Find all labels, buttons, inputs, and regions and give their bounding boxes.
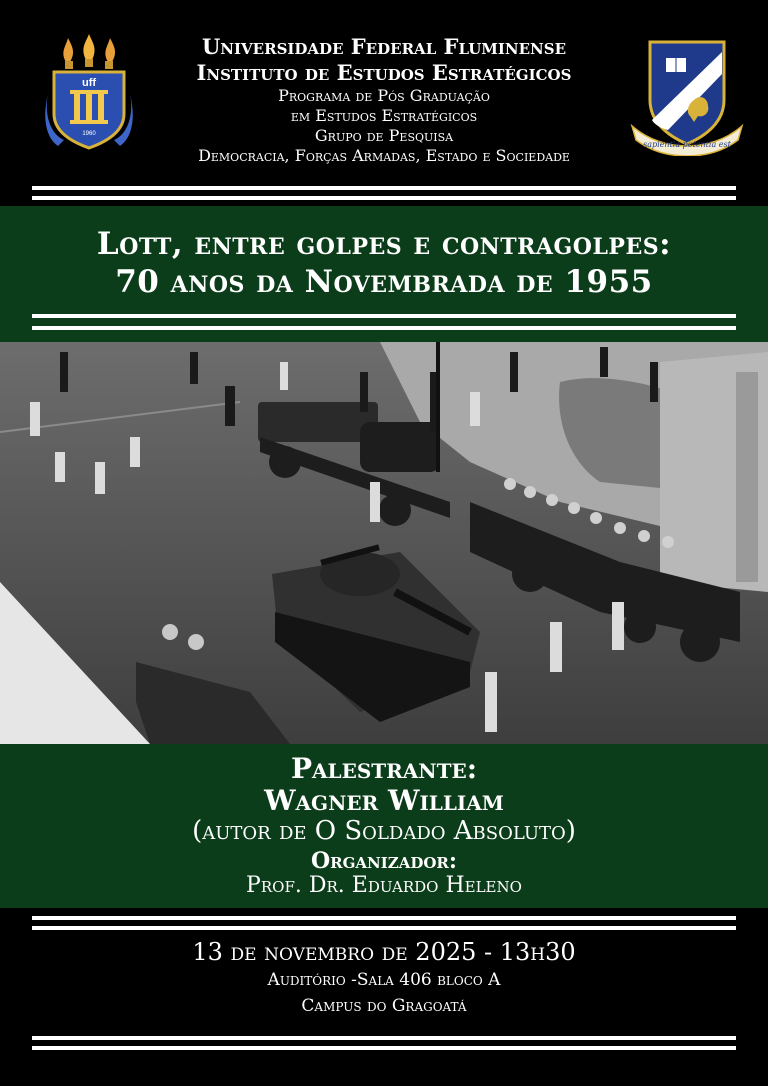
speaker-name: Wagner William [264, 784, 504, 817]
event-title-line-2: 70 anos da Novembrada de 1955 [115, 264, 653, 300]
event-venue: Auditório -Sala 406 bloco A [267, 970, 501, 990]
uff-logo-text: uff [81, 77, 97, 89]
divider-stripe [32, 314, 736, 318]
university-name: Universidade Federal Fluminense [201, 34, 567, 59]
program-line-2: em Estudos Estratégicos [290, 106, 478, 125]
event-date-time: 13 de novembro de 2025 - 13h30 [192, 938, 576, 966]
research-group-label: Grupo de Pesquisa [314, 126, 454, 145]
speaker-book-note: (autor de O Soldado Absoluto) [192, 816, 576, 846]
divider-stripe [32, 186, 736, 190]
divider-stripe [32, 916, 736, 920]
institute-name: Instituto de Estudos Estratégicos [196, 60, 572, 85]
divider-stripe [32, 196, 736, 200]
crest-motto: sapientia potentia est [643, 140, 731, 149]
divider-stripe [32, 926, 736, 930]
organizer-label: Organizador: [310, 848, 458, 874]
historical-photo [0, 342, 768, 744]
institute-crest [628, 40, 746, 156]
divider-stripe [32, 326, 736, 330]
program-line-1: Programa de Pós Graduação [278, 86, 490, 105]
event-campus: Campus do Gragoatá [301, 996, 467, 1016]
uff-logo-year: 1960 [82, 131, 96, 137]
divider-stripe [32, 1046, 736, 1050]
speaker-label: Palestrante: [290, 752, 478, 785]
organizer-name: Prof. Dr. Eduardo Heleno [246, 873, 522, 898]
divider-stripe [32, 1036, 736, 1040]
event-title-line-1: Lott, entre golpes e contragolpes: [96, 226, 672, 262]
research-group-name: Democracia, Forças Armadas, Estado e Sociedade [198, 146, 570, 165]
